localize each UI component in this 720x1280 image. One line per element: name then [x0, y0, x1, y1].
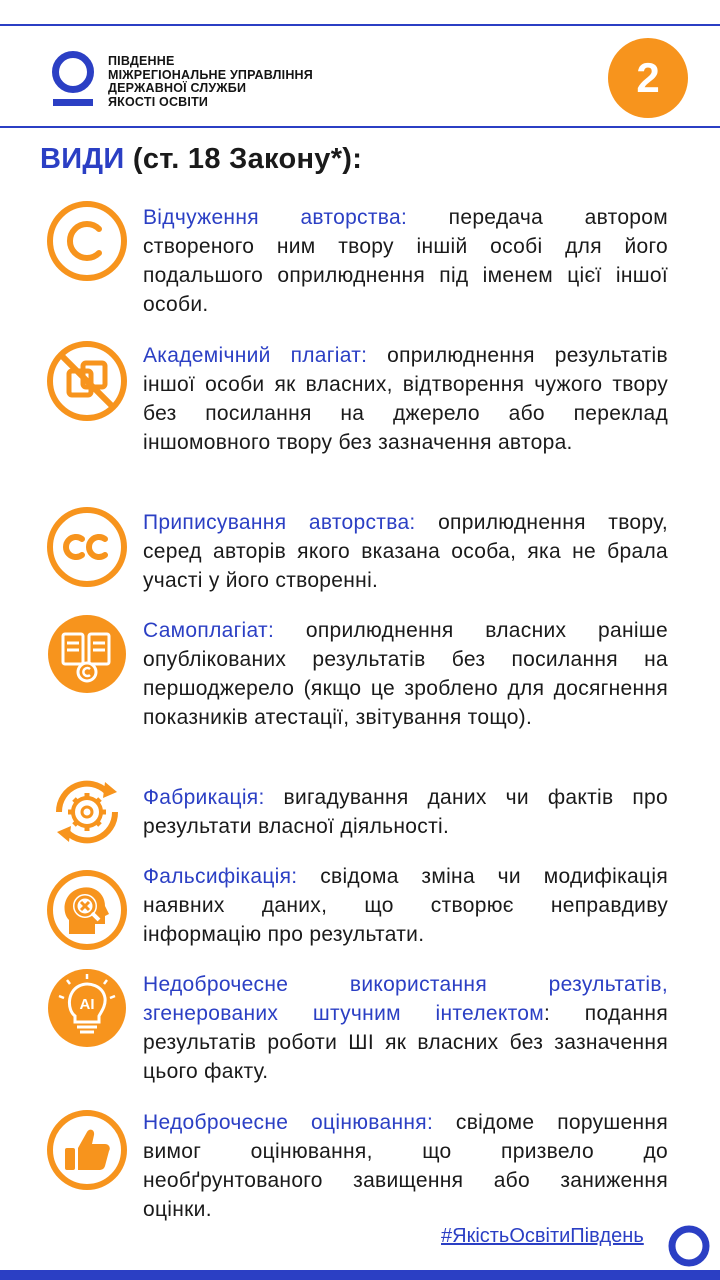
- organization-name: [108, 55, 313, 109]
- thumbs-up-icon: [45, 1108, 129, 1192]
- gear-cycle-icon: [45, 770, 129, 854]
- item-description: свідома зміна чи модифікація наявних даних, що створює неправдиву інформацію про результати.: [143, 865, 668, 946]
- page-title: [40, 143, 362, 176]
- item-description: передача автором створеного ним твору іншій особі для його подальшого оприлюднення під іменем цієї іншої особи.: [143, 206, 668, 316]
- header-bottom-rule: [0, 126, 720, 128]
- svg-text:AI: AI: [79, 996, 95, 1013]
- item-term: Приписування авторства:: [143, 511, 416, 534]
- creative-commons-icon: [45, 505, 129, 589]
- no-copy-icon: [45, 339, 129, 423]
- hashtag-link[interactable]: #ЯкістьОсвітиПівдень: [441, 1225, 644, 1247]
- list-item: [143, 862, 668, 949]
- footer-logo-icon: [667, 1224, 711, 1268]
- item-description: оприлюднення твору, серед авторів якого вказана особа, яка не брала участі у його створенні.: [143, 511, 668, 592]
- org-line: МІЖРЕГІОНАЛЬНЕ УПРАВЛІННЯ: [108, 67, 313, 82]
- item-description: свідоме порушення вимог оцінювання, що призвело до необґрунтованого завищення або заниження оцінки.: [143, 1111, 668, 1221]
- item-description: оприлюднення власних раніше опублікованих результатів без посилання на першоджерело (якщо це зроблено для досягнення показників атестації, звітування тощо).: [143, 619, 668, 729]
- list-item: [143, 616, 668, 732]
- sqa-logo-icon: [50, 50, 96, 108]
- top-rule: [0, 24, 720, 26]
- item-term: Самоплагіат:: [143, 619, 275, 642]
- org-line: ПІВДЕННЕ: [108, 54, 175, 68]
- title-accent: ВИДИ: [40, 143, 125, 175]
- item-term: Академічний плагіат:: [143, 344, 368, 367]
- item-term: Фабрикація:: [143, 786, 265, 809]
- item-term: Недоброчесне оцінювання:: [143, 1111, 434, 1134]
- list-item: [143, 203, 668, 319]
- copyright-icon: [45, 199, 129, 283]
- item-term: Недоброчесне використання результатів, згенерованих штучним інтелектом: [143, 973, 668, 1025]
- list-item: [143, 783, 668, 841]
- item-description: оприлюднення результатів іншої особи як власних, відтворення чужого твору без посилання на джерело або переклад іншомовного твору без зазначення автора.: [143, 344, 668, 454]
- org-line: ЯКОСТІ ОСВІТИ: [108, 94, 209, 109]
- item-term: Фальсифікація:: [143, 865, 298, 888]
- page-number-badge: 2: [608, 38, 688, 118]
- head-magnifier-icon: [45, 868, 129, 952]
- org-line: ДЕРЖАВНОЇ СЛУЖБИ: [108, 81, 247, 95]
- item-description: : подання результатів роботи ШІ як власних без зазначення цього факту.: [143, 1002, 668, 1083]
- item-term: Відчуження авторства:: [143, 206, 408, 229]
- list-item: [143, 1108, 668, 1224]
- list-item: [143, 970, 668, 1086]
- footer-bar: [0, 1270, 720, 1280]
- title-rest: (ст. 18 Закону*):: [124, 143, 363, 175]
- ai-bulb-icon: [45, 966, 129, 1050]
- list-item: [143, 508, 668, 595]
- list-item: [143, 341, 668, 457]
- duplicate-documents-icon: [45, 612, 129, 696]
- item-description: вигадування даних чи фактів про результати власної діяльності.: [143, 786, 668, 838]
